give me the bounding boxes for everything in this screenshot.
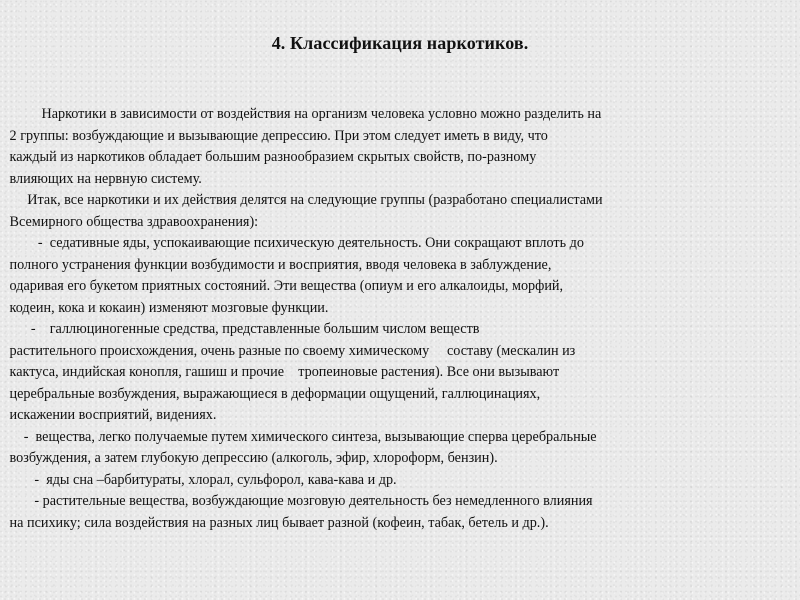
text-line: на психику; сила воздействия на разных лиц бывает разной (кофеин, табак, бетель и др.). (6, 514, 549, 531)
text-line: церебральные возбуждения, выражающиеся в деформации ощущений, галлюцинациях, (6, 385, 541, 402)
text-line: 2 группы: возбуждающие и вызывающие депрессию. При этом следует иметь в виду, что (6, 127, 548, 144)
slide-title: 4. Классификация наркотиков. (271, 33, 529, 53)
text-line: кодеин, кока и кокаин) изменяют мозговые функции. (6, 299, 329, 316)
slide-body-text (6, 104, 766, 534)
text-line: кактуса, индийская конопля, гашиш и прочие тропеиновые растения). Все они вызывают (6, 364, 560, 380)
text-line: - яды сна –барбитураты, хлорал, сульфорол, кава-кава и др. (6, 471, 397, 488)
text-line: возбуждения, а затем глубокую депрессию (алкоголь, эфир, хлороформ, бензин). (6, 450, 498, 466)
text-line: Наркотики в зависимости от воздействия на организм человека условно можно разделить на (6, 106, 602, 122)
text-line: растительного происхождения, очень разные по своему химическому составу (мескалин из (6, 342, 576, 359)
text-line: искажении восприятий, видениях. (6, 407, 217, 423)
text-line: - растительные вещества, возбуждающие мозговую деятельность без немедленного влияния (6, 493, 593, 509)
text-line: влияющих на нервную систему. (6, 170, 202, 187)
text-line: - седативные яды, успокаивающие психическую деятельность. Они сокращают вплоть до (6, 235, 584, 251)
text-line: каждый из наркотиков обладает большим разнообразием скрытых свойств, по-разному (6, 149, 537, 165)
text-line: - галлюциногенные средства, представленные большим числом веществ (6, 321, 480, 337)
text-line: - вещества, легко получаемые путем химического синтеза, вызывающие сперва церебральные (6, 428, 597, 445)
text-line: полного устранения функции возбудимости и восприятия, вводя человека в заблуждение, (6, 256, 552, 273)
text-line: Итак, все наркотики и их действия делятся на следующие группы (разработано специалистами (6, 192, 603, 208)
text-line: Всемирного общества здравоохранения): (6, 213, 259, 230)
text-line: одаривая его букетом приятных состояний. Эти вещества (опиум и его алкалоиды, морфий, (6, 278, 564, 294)
